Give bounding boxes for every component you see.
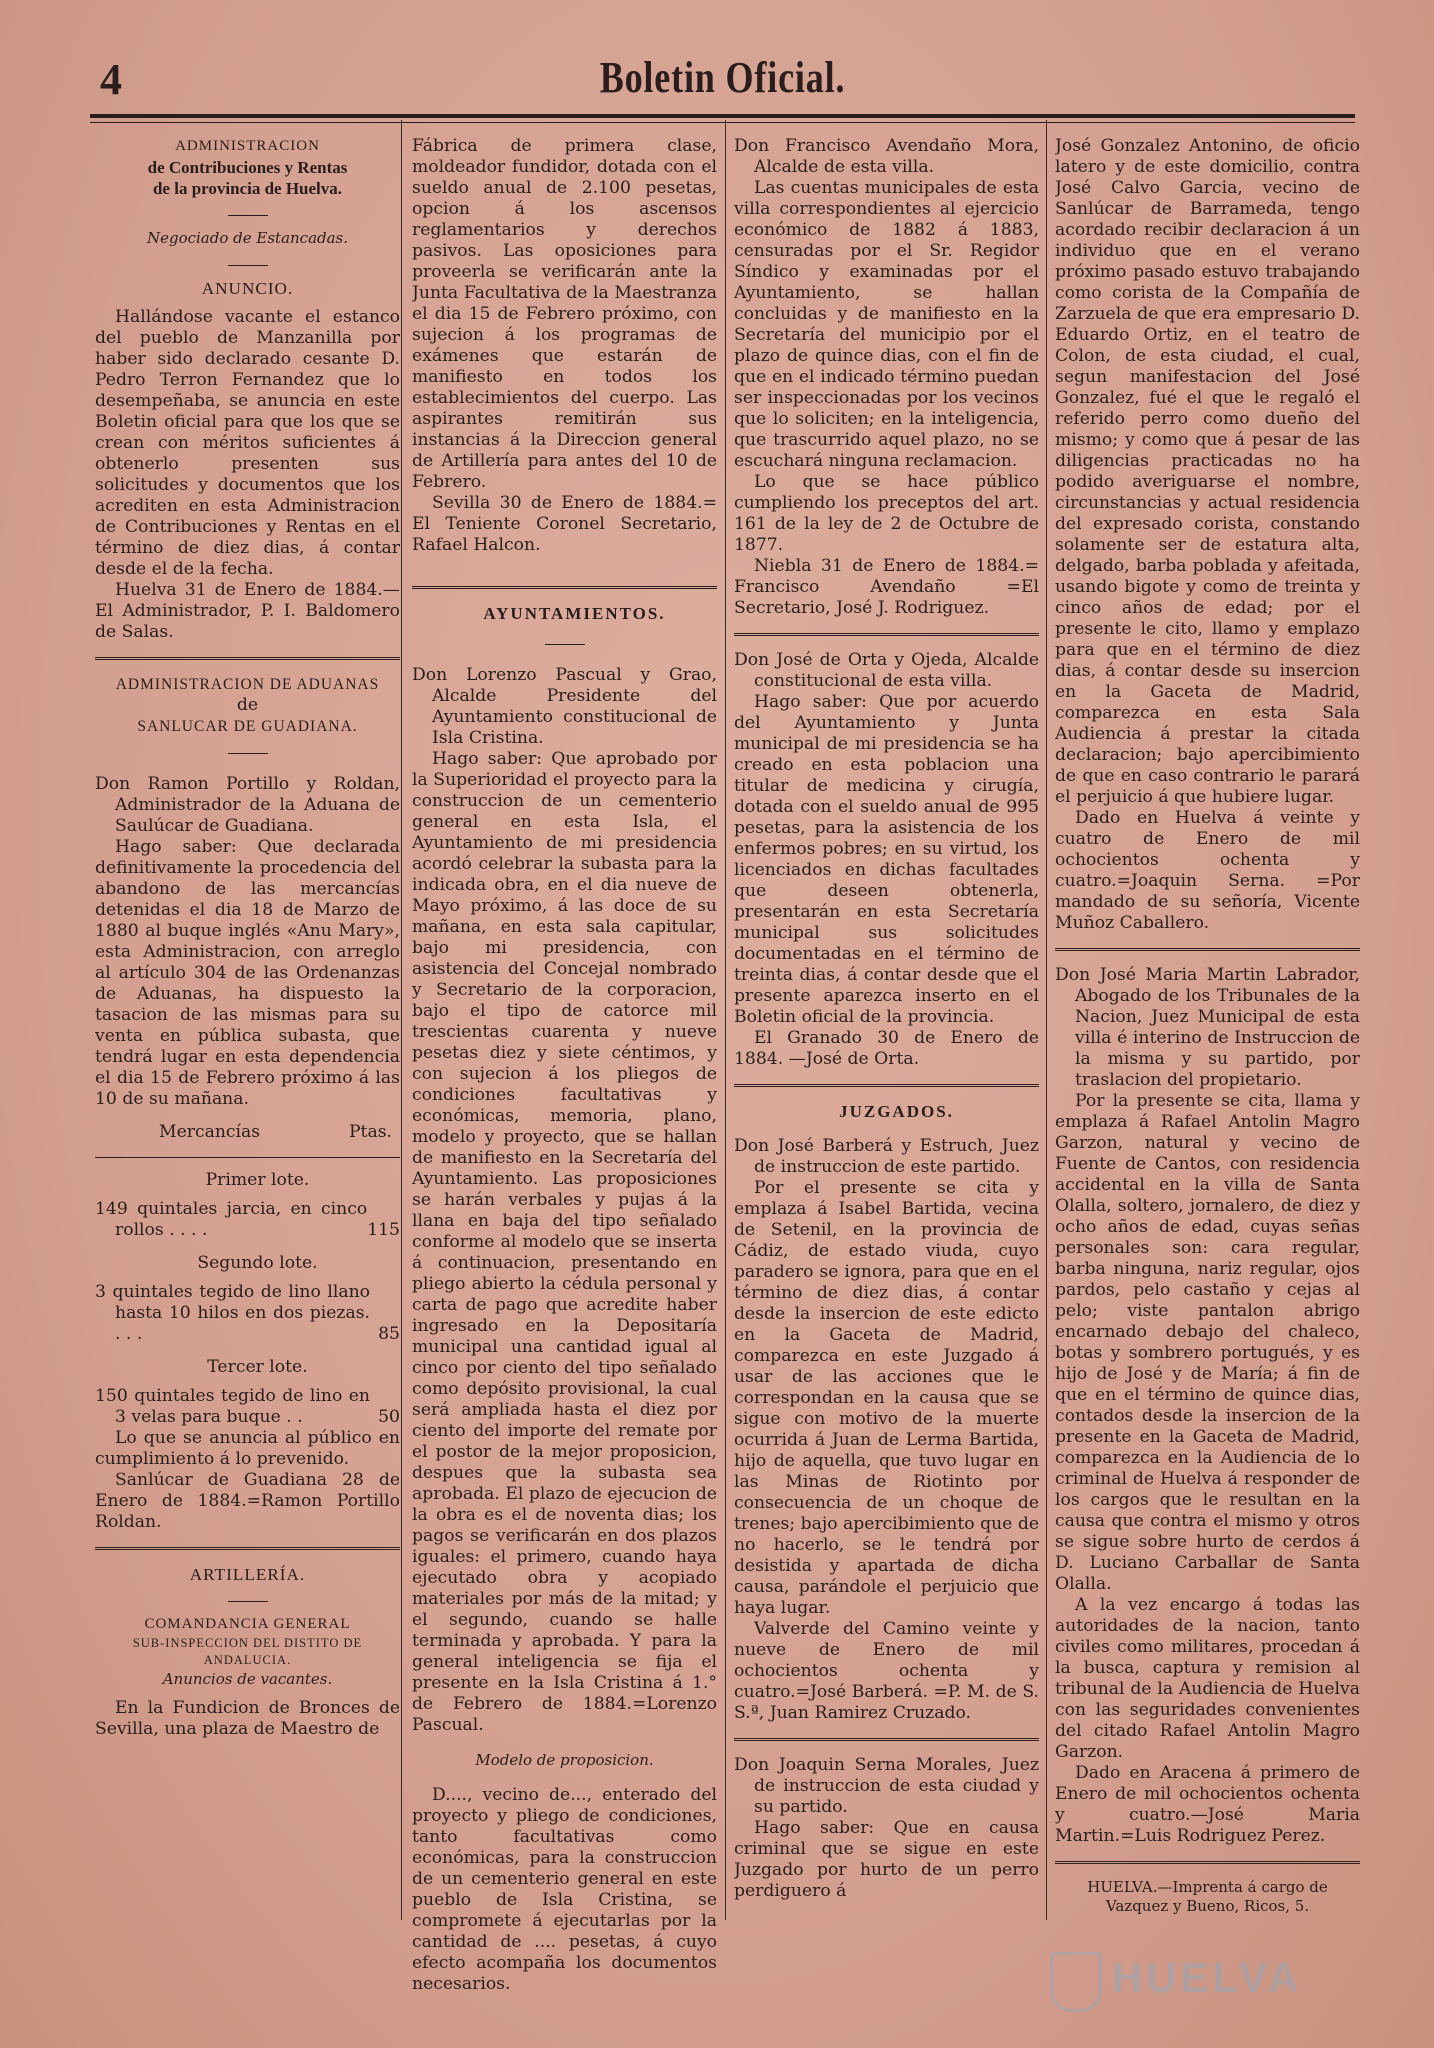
paragraph: José Gonzalez Antonino, de oficio latero y de este domicilio, contra José Calvo Garcia, vecino de Sanlúcar de Barrameda, tengo acordado recibir declaracion á un individuo que en el verano próximo pasado estuvo trabajando como corista de la Compañía de Zarzuela de que era empresario D. Eduardo Ortiz, en el teatro de Colon, de esta ciudad, el cual, segun manifestacion del José Gonzalez, fué el que le regaló el referido perro como dueño del mismo; y como que á pesar de las diligencias practicadas no ha podido averiguarse el nombre, circunstancias y actual residencia del expresado corista, constando solamente ser de estatura alta, delgado, barba poblada y afeitada, usando bigote y como de treinta y cinco años de edad; por el presente le cito, llamo y emplazo para que en el término de diez dias, á contar desde su insercion en la Gaceta de Madrid, comparezca en esta Sala Audiencia á prestar la citada declaracion; bajo apercibimiento de que en caso contrario le parará el perjuicio á que hubiere lugar.	[1055, 136, 1360, 807]
section-heading: AYUNTAMIENTOS.	[483, 604, 666, 623]
paragraph: Las cuentas municipales de esta villa correspondientes al ejercicio económico de 1882 á 1883, censuradas por el Sr. Regidor Síndico y examinadas por el Ayuntamiento, se hallan concluidas y de manifiesto en la Secretaría del municipio por el plazo de quince dias, con el fin de que en el indicado término puedan ser inspeccionadas por los vecinos que lo soliciten; en la inteligencia, que trascurrido aquel plazo, no se escuchará ninguna reclamacion.	[734, 178, 1039, 471]
section-separator	[734, 1738, 1039, 1741]
table-header	[95, 1122, 400, 1143]
paragraph: Por el presente se cita y emplaza á Isabel Bartida, vecina de Setenil, en la provincia de Cádiz, de estado viuda, cuyo paradero se ignora, para que en el término de diez dias, á contar desde la insercion de este edicto en la Gaceta de Madrid, comparezca en este Juzgado á usar de las acciones que le correspondan en la causa que se sigue con motivo de la muerte ocurrida á Juan de Lerma Bartida, hijo de aquella, que tuvo lugar en las Minas de Riotinto por consecuencia de un choque de trenes; bajo apercibimiento que de no hacerlo, se le tendrá por desistida y apartada de dicha causa, parándole el perjuicio que haya lugar.	[734, 1178, 1039, 1618]
lot-heading: Segundo lote.	[197, 1253, 318, 1273]
table-row	[95, 1199, 400, 1241]
section-heading: de Contribuciones y Rentas	[147, 158, 348, 177]
lot-heading: Tercer lote.	[207, 1357, 308, 1377]
paragraph: Sanlúcar de Guadiana 28 de Enero de 1884.=Ramon Portillo Roldan.	[95, 1470, 400, 1532]
section-separator	[95, 1547, 400, 1550]
section-separator	[412, 586, 717, 589]
section-heading: ADMINISTRACION	[175, 138, 320, 154]
paragraph: Hallándose vacante el estanco del pueblo de Manzanilla por haber sido declarado cesante D. Pedro Terron Fernandez que lo desempeñaba, se anuncia en este Boletin oficial para que los que se crean con méritos suficientes á obtenerlo presenten sus solicitudes y documentos que los acrediten en esta Administracion de Contribuciones y Rentas en el término de diez dias, á contar desde el de la fecha.	[95, 307, 400, 579]
page-number: 4	[100, 55, 122, 104]
table-row	[95, 1282, 400, 1345]
section-separator	[1055, 948, 1360, 951]
column-1	[95, 136, 400, 2016]
paragraph: D...., vecino de..., enterado del proyecto y pliego de condiciones, tanto facultativas como económicas, para la construccion de un cementerio general en este pueblo de Isla Cristina, se compromete á ejecutarlas por la cantidad de .... pesetas, á cuyo efecto acompaña los documentos necesarios.	[412, 1785, 717, 1994]
section-heading: ARTILLERÍA.	[189, 1565, 306, 1584]
paragraph: Huelva 31 de Enero de 1884.— El Administrador, P. I. Baldomero de Salas.	[95, 580, 400, 642]
paragraph: Don José Maria Martin Labrador, Abogado de los Tribunales de la Nacion, Juez Municipal de esta villa é interino de Instruccion de la misma y su partido, por traslacion del propietario.	[1055, 965, 1360, 1090]
paragraph: Hago saber: Que aprobado por la Superioridad el proyecto para la construccion de un cementerio general en esta Isla, el Ayuntamiento de mi presidencia acordó celebrar la subasta para la indicada obra, en el dia nueve de Mayo próximo, á las doce de su mañana, en esta sala capitular, bajo mi presidencia, con asistencia del Concejal nombrado y Secretario de la corporacion, bajo el tipo de catorce mil trescientas cuarenta y nueve pesetas diez y siete céntimos, y con sujecion á los pliegos de condiciones facultativas y económicas, memoria, plano, modelo y proyecto, que se hallan de manifiesto en la Secretaría del Ayuntamiento. Las proposiciones se harán verbales y pujas á la llana en baja del tipo señalado conforme al modelo que se inserta á continuacion, presentando en pliego abierto la cédula personal y carta de pago que acredite haber ingresado en la Depositaría municipal una cantidad igual al cinco por ciento del tipo señalado como depósito provisional, la cual será ampliada hasta el diez por ciento del importe del remate por el postor de la mejor proposicion, despues que la subasta sea aprobada. El plazo de ejecucion de la obra es el de noventa dias; los pagos se verificarán en dos plazos iguales: el primero, cuando haya ejecutado obra y acopiado materiales por más de la mitad; y el segundo, cuando se halle terminada y aprobada. Y para la general inteligencia se fija el presente en la Isla Cristina á 1.° de Febrero de 1884.=Lorenzo Pascual.	[412, 749, 717, 1735]
table-row	[95, 1386, 400, 1428]
dash-rule	[95, 251, 400, 272]
lot-value: 85	[378, 1324, 400, 1344]
dash-rule	[412, 630, 717, 651]
dash-rule	[95, 201, 400, 222]
paragraph: Lo que se anuncia al público en cumplimiento á lo prevenido.	[95, 1428, 400, 1469]
column-rule	[725, 120, 726, 1920]
column-header: Ptas.	[348, 1122, 392, 1142]
paragraph: Valverde del Camino veinte y nueve de Enero de mil ochocientos ochenta y cuatro.=José Barberá. =P. M. de S. S.ª, Juan Ramirez Cruzado.	[734, 1619, 1039, 1723]
column-4	[1055, 136, 1360, 2016]
subheading: Negociado de Estancadas.	[146, 229, 349, 247]
stamp-text: HUELVA	[1112, 1954, 1303, 2001]
notice-title: ANUNCIO.	[201, 279, 294, 298]
paragraph: Don Joaquin Serna Morales, Juez de instruccion de esta ciudad y su partido.	[734, 1755, 1039, 1817]
subheading: Modelo de proposicion.	[475, 1751, 654, 1769]
section-separator	[1055, 1861, 1360, 1864]
journal-title: Boletin Oficial.	[599, 53, 846, 102]
column-3	[734, 136, 1039, 2016]
lot-description: 3 quintales tegido de lino llano hasta 10 hilos en dos piezas. . . .	[95, 1282, 370, 1344]
subheading: Anuncios de vacantes.	[162, 1670, 333, 1688]
section-heading: ADMINISTRACION DE ADUANAS	[115, 676, 380, 693]
paragraph: En la Fundicion de Bronces de Sevilla, una plaza de Maestro de	[95, 1698, 400, 1739]
library-stamp	[1050, 1950, 1320, 2010]
column-header: Mercancías	[159, 1122, 261, 1142]
paragraph: Niebla 31 de Enero de 1884.= Francisco Avendaño =El Secretario, José J. Rodriguez.	[734, 556, 1039, 618]
lot-heading: Primer lote.	[205, 1170, 310, 1190]
section-heading: JUZGADOS.	[839, 1102, 954, 1121]
section-heading: de la provincia de Huelva.	[152, 179, 343, 198]
dash-rule	[95, 1587, 400, 1608]
end-rule	[412, 2015, 717, 2016]
paragraph: Don Francisco Avendaño Mora, Alcalde de esta villa.	[734, 136, 1039, 177]
section-separator	[734, 1084, 1039, 1087]
section-separator	[734, 633, 1039, 636]
column-2	[412, 136, 717, 2016]
paragraph: Hago saber: Que declarada definitivamente la procedencia del abandono de las mercancías detenidas el dia 18 de Marzo de 1880 al buque inglés «Anu Mary», esta Administracion, con arreglo al artículo 304 de las Ordenanzas de Aduanas, ha dispuesto la tasacion de las mismas para su venta en pública subasta, que tendrá lugar en esta dependencia el dia 15 de Febrero próximo á las 10 de su mañana.	[95, 837, 400, 1109]
paragraph: Lo que se hace público cumpliendo los preceptos del art. 161 de la ley de 2 de Octubre de 1877.	[734, 472, 1039, 555]
paragraph: Don José Barberá y Estruch, Juez de instruccion de este partido.	[734, 1136, 1039, 1177]
printer-imprint: HUELVA.—Imprenta á cargo de Vazquez y Bueno, Ricos, 5.	[1087, 1878, 1328, 1915]
lot-description: 149 quintales jarcia, en cinco rollos . . . .	[95, 1199, 368, 1240]
section-separator	[95, 657, 400, 660]
paragraph: Don Ramon Portillo y Roldan, Administrador de la Aduana de Saulúcar de Guadiana.	[95, 774, 400, 836]
paragraph: Hago saber: Que por acuerdo del Ayuntamiento y Junta municipal de mi presidencia se ha creado en esta poblacion una titular de medicina y cirugía, dotada con el sueldo anual de 995 pesetas, para la asistencia de los enfermos pobres; en su virtud, los licenciados en dichas facultades que deseen obtenerla, presentarán en esta Secretaría municipal sus solicitudes documentadas en el término de treinta dias, á contar desde que el presente aparezca inserto en el Boletin oficial de la provincia.	[734, 692, 1039, 1027]
section-heading: SUB-INSPECCION DEL DISTITO DE ANDALUCIA.	[132, 1636, 363, 1667]
section-heading: de	[236, 695, 259, 715]
column-rule	[401, 120, 402, 1920]
paragraph: El Granado 30 de Enero de 1884. —José de Orta.	[734, 1028, 1039, 1069]
section-heading: COMANDANCIA GENERAL	[144, 1616, 351, 1632]
paragraph: Don Lorenzo Pascual y Grao, Alcalde Presidente del Ayuntamiento constitucional de Isla Cristina.	[412, 665, 717, 748]
paragraph: A la vez encargo á todas las autoridades de la nacion, tanto civiles como militares, procedan á la busca, captura y remision al tribunal de la Audiencia de Huelva con las seguridades convenientes del citado Rafael Antolin Magro Garzon.	[1055, 1595, 1360, 1762]
dash-rule	[95, 739, 400, 760]
paragraph: Don José de Orta y Ojeda, Alcalde constitucional de esta villa.	[734, 650, 1039, 691]
paragraph: Dado en Aracena á primero de Enero de mil ochocientos ochenta y cuatro.—José Maria Martin.=Luis Rodriguez Perez.	[1055, 1763, 1360, 1846]
shield-icon	[1050, 1952, 1102, 2012]
lot-value: 115	[367, 1220, 400, 1240]
paragraph: Hago saber: Que en causa criminal que se sigue en este Juzgado por hurto de un perro perdiguero á	[734, 1818, 1039, 1901]
paragraph: Fábrica de primera clase, moldeador fundidor, dotada con el sueldo anual de 2.100 pesetas, opcion á los ascensos reglamentarios y derechos pasivos. Las oposiciones para proveerla se verificarán ante la Junta Facultativa de la Maestranza el dia 15 de Febrero próximo, con sujecion á los programas de exámenes que estarán de manifiesto en todos los establecimientos del cuerpo. Las aspirantes remitirán sus instancias á la Direccion general de Artillería para antes del 10 de Febrero.	[412, 136, 717, 492]
paragraph: Por la presente se cita, llama y emplaza á Rafael Antolin Magro Garzon, natural y vecino de Fuente de Cantos, con residencia accidental en la villa de Santa Olalla, soltero, jornalero, de diez y ocho años de edad, cuyas señas personales son: cara regular, barba ninguna, nariz regular, ojos pardos, pelo castaño y cejas al pelo; viste pantalon abrigo encarnado debajo del chaleco, botas y sombrero portugués, y es hijo de José y de María; á fin de que en el término de quince dias, contados desde la insercion de la presente en la Gaceta de Madrid, comparezca en la Audiencia de lo criminal de Huelva á responder de los cargos que le resultan en la causa que contra el mismo y otros se sigue sobre hurto de cerdos á D. Luciano Carballar de Santa Olalla.	[1055, 1091, 1360, 1594]
lot-value: 50	[378, 1407, 400, 1427]
paragraph: Sevilla 30 de Enero de 1884.= El Teniente Coronel Secretario, Rafael Halcon.	[412, 493, 717, 555]
section-heading: SANLUCAR DE GUADIANA.	[137, 718, 358, 735]
paragraph: Dado en Huelva á veinte y cuatro de Enero de mil ochocientos ochenta y cuatro.=Joaquin Serna. =Por mandado de su señoría, Vicente Muñoz Caballero.	[1055, 808, 1360, 933]
masthead	[90, 52, 1355, 118]
table-rule	[95, 1157, 400, 1158]
column-rule	[1046, 120, 1047, 1920]
lot-description: 150 quintales tegido de lino en 3 velas para buque . .	[95, 1386, 370, 1427]
